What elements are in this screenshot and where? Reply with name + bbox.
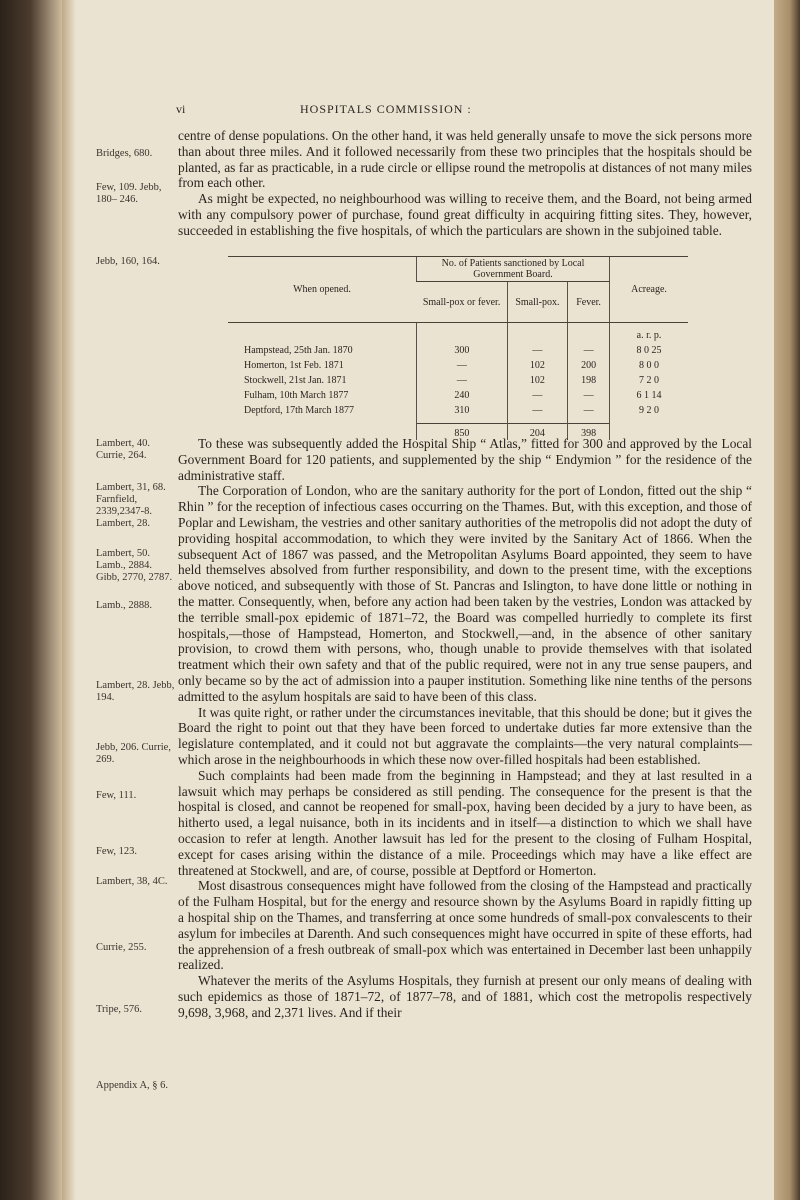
cell-smallpox-fever: — (417, 373, 508, 388)
sidenote: Lambert, 40. Currie, 264. (96, 438, 150, 461)
cell-smallpox: 102 (507, 373, 567, 388)
cell-when: Hampstead, 25th Jan. 1870 (244, 345, 353, 356)
cell-smallpox-fever: 240 (417, 388, 508, 403)
hospitals-table (228, 256, 688, 440)
cell-when: Fulham, 10th March 1877 (244, 390, 349, 401)
table-row (228, 403, 688, 423)
total-fever: 398 (568, 423, 610, 440)
cell-when: Homerton, 1st Feb. 1871 (244, 360, 344, 371)
paragraph: As might be expected, no neighbourhood was willing to receive them, and the Board, not being armed with any compulsory power of purchase, found great difficulty in acquiring fitting sites. They, however, succeeded in establishing the five hospitals, of which the particulars are shown in the subjoined table. (178, 191, 752, 238)
sidenote: Jebb, 160, 164. (96, 256, 160, 267)
cell-smallpox: — (507, 403, 567, 423)
cell-acreage: 6 1 14 (610, 388, 689, 403)
running-title: HOSPITALS COMMISSION : (300, 102, 472, 116)
cell-smallpox: 102 (507, 358, 567, 373)
col-acreage: Acreage. (610, 257, 689, 323)
cell-smallpox: — (507, 343, 567, 358)
cell-fever: — (568, 343, 610, 358)
cell-acreage: 8 0 0 (610, 358, 689, 373)
cell-smallpox-fever: 300 (417, 343, 508, 358)
cell-smallpox-fever: — (417, 358, 508, 373)
cell-when: Deptford, 17th March 1877 (244, 405, 354, 416)
sidenote: Currie, 255. (96, 942, 147, 953)
total-smallpox: 204 (507, 423, 567, 440)
sidenote: Few, 111. (96, 790, 137, 801)
main-text (178, 436, 752, 1020)
sidenote: Lambert, 28. Jebb, 194. (96, 680, 175, 703)
paragraph: To these was subsequently added the Hospital Ship “ Atlas,” fitted for 300 and approved by the Local Government Board for 120 patients, and supplemented by the ship “ Endymion ” for the residence of the administrative staff. (178, 436, 752, 483)
sidenote: Appendix A, § 6. (96, 1080, 169, 1091)
cell-fever: — (568, 403, 610, 423)
sidenote: Few, 123. (96, 846, 138, 857)
paragraph: The Corporation of London, who are the sanitary authority for the port of London, fitted out the ship “ Rhin ” for the reception of infectious cases occurring on the Thames. But, with this exception, and those of Poplar and Lewisham, the vestries and other sanitary authorities of the metropolis did not adopt the duty of providing hospital accommodation, to which they were invited by the Sanitary Act of 1866. When the subsequent Act of 1867 was passed, and the Metropolitan Asylums Board appointed, they seem to have held themselves absolved from further responsibility, and down to the present time, with the exceptions above noticed, and subsequently with those of St. Pancras and Islington, to have done little or nothing in the matter. Consequently, when, before any action had been taken by the vestries, London was attacked by the terrible small-pox epidemic of 1871–72, the Board was compelled hurriedly to complete its first hospitals,—those of Hampstead, Homerton, and Stockwell,—and, in the absence of other sanitary provision, to crowd them with persons, who, though unable to provide themselves with that isolated treatment which their own safety and that of the public required, were not in any true sense paupers, and only became so by the act of admission into a pauper institution. Something like nine tenths of the persons admitted to the asylum hospitals are said to have been of this class. (178, 483, 752, 704)
cell-fever: 200 (568, 358, 610, 373)
cell-acreage: 7 2 0 (610, 373, 689, 388)
cell-when: Stockwell, 21st Jan. 1871 (244, 375, 347, 386)
col-when-opened: When opened. (228, 257, 417, 323)
table-row (228, 358, 688, 373)
page-number: vi (176, 102, 186, 116)
acreage-units: a. r. p. (610, 323, 689, 344)
table-row (228, 343, 688, 358)
sidenote: Bridges, 680. (96, 148, 153, 159)
paragraph: centre of dense populations. On the other hand, it was held generally unsafe to move the sick persons more than about three miles. And it followed necessarily from these two principles that the hospitals should be planted, as far as practicable, in a rude circle or ellipse round the metropolis at distances of not many miles from each other. (178, 128, 752, 191)
cell-fever: — (568, 388, 610, 403)
paragraph: Most disastrous consequences might have followed from the closing of the Hampstead and practically of the Fulham Hospital, but for the energy and resource shown by the Asylums Board in rapidly fitting up a hospital ship on the Thames, and transferring at once some hundreds of small-pox convalescents to their asylum for imbeciles at Darenth. And such consequences might have occurred in spite of these efforts, had the apprehension of a fresh outbreak of small-pox which was entertained in December last been unhappily realized. (178, 878, 752, 973)
paragraph: Such complaints had been made from the beginning in Hampstead; and they at last resulted in a lawsuit which may perhaps be considered as still pending. The consequence for the present is that the hospital is closed, and cannot be reopened for small-pox, having been decided by a jury to have been, as hitherto used, a legal nuisance, both in its incidents and in itself—a distinction to which we shall have occasion to refer at length. Another lawsuit has led for the present to the closing of Fulham Hospital, except for cases arising within the distance of a mile. Proceedings which may have a like effect are threatened at Stockwell, and are, of course, possible at Deptford or Homerton. (178, 767, 752, 878)
sidenote: Lambert, 31, 68. Farnfield, 2339,2347-8. Lambert, 28. (96, 482, 166, 529)
sidenote: Jebb, 206. Currie, 269. (96, 742, 171, 765)
sidenote: Lamb., 2888. (96, 600, 152, 611)
cell-smallpox-fever: 310 (417, 403, 508, 423)
paragraph: It was quite right, or rather under the circumstances inevitable, that this should be done; but it gives the Board the right to point out that they have been forced to undertake duties far more extensive than the legislature contemplated, and it could not but aggravate the complaints—the very natural complaints—which arose in the neighbourhoods in which these now over-filled hospitals had been established. (178, 704, 752, 767)
sidenote: Lambert, 50. Lamb., 2884. Gibb, 2770, 2787. (96, 548, 173, 583)
sidenote: Tripe, 576. (96, 1004, 142, 1015)
intro-text (178, 128, 752, 239)
group-header: No. of Patients sanctioned by Local Government Board. (417, 257, 610, 282)
cell-acreage: 9 2 0 (610, 403, 689, 423)
paragraph: Whatever the merits of the Asylums Hospitals, they furnish at present our only means of dealing with such epidemics as those of 1871–72, of 1877–78, and of 1881, which cost the metropolis respectively 9,698, 3,968, and 2,371 lives. And if their (178, 973, 752, 1020)
cell-fever: 198 (568, 373, 610, 388)
sidenote: Few, 109. Jebb, 180– 246. (96, 182, 162, 205)
cell-smallpox: — (507, 388, 567, 403)
col-fever: Fever. (568, 282, 610, 323)
cell-acreage: 8 0 25 (610, 343, 689, 358)
table-row (228, 388, 688, 403)
sidenote: Lambert, 38, 4C. (96, 876, 168, 887)
col-smallpox-or-fever: Small-pox or fever. (417, 282, 508, 323)
table-row (228, 373, 688, 388)
total-smallpox-fever: 850 (417, 423, 508, 440)
col-smallpox: Small-pox. (507, 282, 567, 323)
